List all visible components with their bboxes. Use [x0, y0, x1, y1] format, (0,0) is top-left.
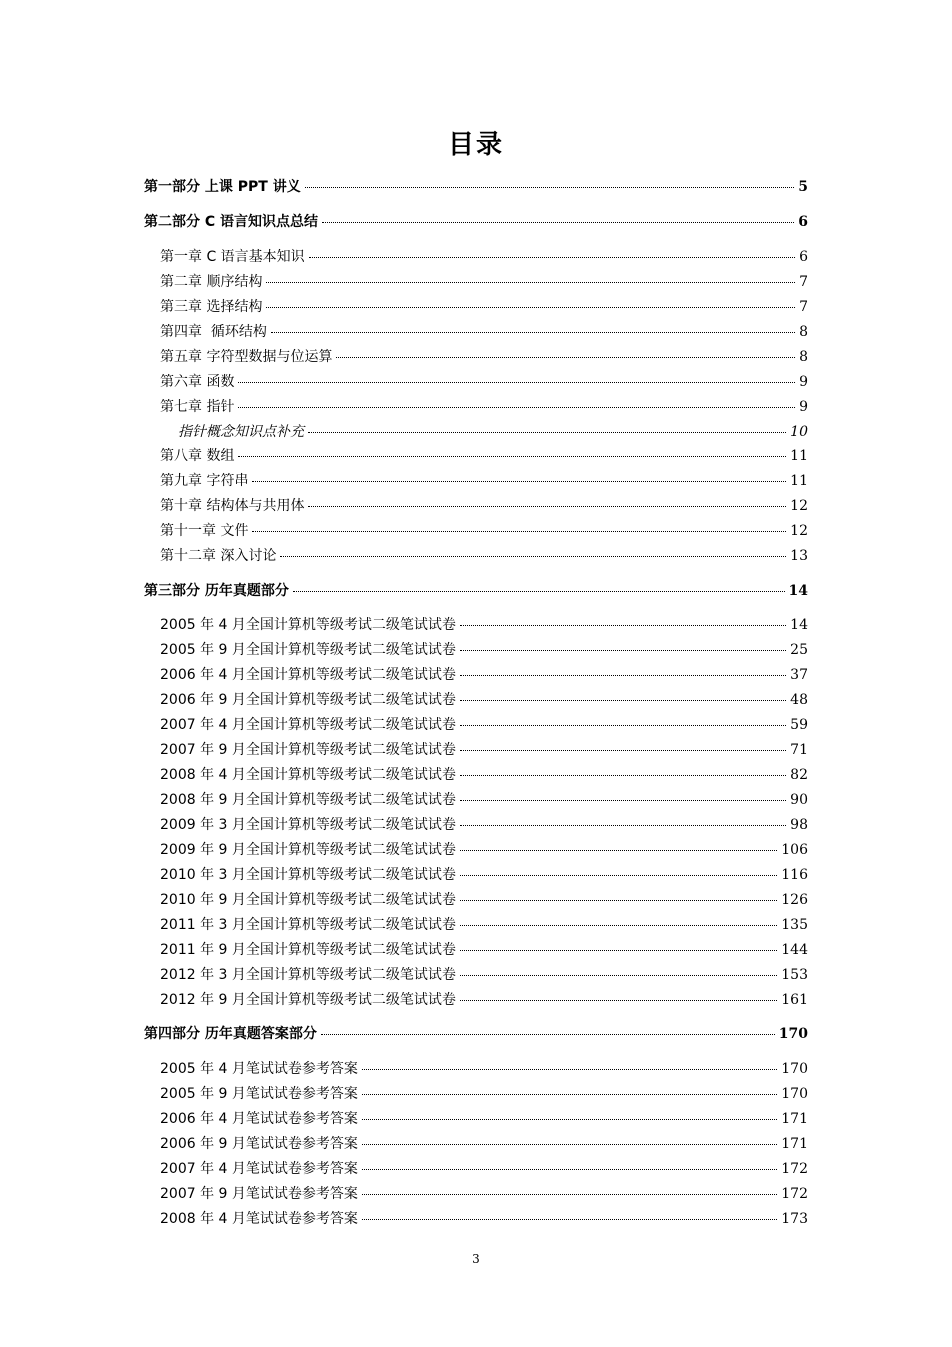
- toc-label: 2008 年 4 月全国计算机等级考试二级笔试试卷: [160, 767, 456, 783]
- dot-leader: [362, 1143, 777, 1145]
- toc-section-pointer-supplement[interactable]: [178, 422, 808, 442]
- dot-leader: [460, 774, 786, 776]
- dot-leader: [362, 1193, 777, 1195]
- toc-page-number: 10: [790, 424, 808, 440]
- toc-page-number: 7: [799, 299, 808, 315]
- toc-page-number: 6: [798, 214, 808, 230]
- toc-page-number: 126: [781, 892, 808, 908]
- toc-exam-item[interactable]: [160, 765, 808, 785]
- toc-page-number: 144: [781, 942, 808, 958]
- toc-chapter-12[interactable]: [160, 546, 808, 566]
- dot-leader: [238, 406, 795, 408]
- toc-chapter-2[interactable]: [160, 272, 808, 292]
- toc-chapter-8[interactable]: [160, 446, 808, 466]
- toc-label: 指针概念知识点补充: [178, 424, 304, 440]
- toc-page-number: 170: [781, 1061, 808, 1077]
- toc-page-number: 37: [790, 667, 808, 683]
- dot-leader: [322, 221, 794, 223]
- dot-leader: [460, 899, 777, 901]
- toc-page-number: 171: [781, 1136, 808, 1152]
- dot-leader: [460, 924, 777, 926]
- toc-exam-item[interactable]: [160, 815, 808, 835]
- dot-leader: [362, 1118, 777, 1120]
- dot-leader: [460, 849, 777, 851]
- dot-leader: [460, 949, 777, 951]
- toc-label: 第二部分 C 语言知识点总结: [144, 214, 319, 230]
- toc-label: 2007 年 9 月笔试试卷参考答案: [160, 1186, 358, 1202]
- toc-part-1[interactable]: [144, 177, 808, 197]
- toc-page-number: 9: [799, 374, 808, 390]
- dot-leader: [308, 431, 786, 433]
- toc-page-number: 5: [798, 179, 808, 195]
- toc-answer-item[interactable]: [160, 1159, 808, 1179]
- toc-chapter-11[interactable]: [160, 521, 808, 541]
- toc-page-number: 8: [799, 349, 808, 365]
- toc-page-number: 25: [790, 642, 808, 658]
- toc-exam-item[interactable]: [160, 840, 808, 860]
- toc-page-number: 116: [781, 867, 808, 883]
- toc-label: 2010 年 9 月全国计算机等级考试二级笔试试卷: [160, 892, 456, 908]
- toc-page-number: 161: [781, 992, 808, 1008]
- dot-leader: [460, 624, 786, 626]
- toc-page-number: 48: [790, 692, 808, 708]
- toc-label: 2005 年 9 月笔试试卷参考答案: [160, 1086, 358, 1102]
- toc-page-number: 13: [790, 548, 808, 564]
- dot-leader: [280, 555, 786, 557]
- toc-page-number: 172: [781, 1161, 808, 1177]
- toc-label: 2006 年 9 月笔试试卷参考答案: [160, 1136, 358, 1152]
- toc-page-number: 11: [790, 448, 808, 464]
- dot-leader: [460, 974, 777, 976]
- toc-label: 第二章 顺序结构: [160, 274, 263, 290]
- dot-leader: [271, 331, 795, 333]
- toc-answer-item[interactable]: [160, 1109, 808, 1129]
- toc-title: 目录: [447, 130, 504, 160]
- dot-leader: [460, 874, 777, 876]
- toc-label: 2012 年 3 月全国计算机等级考试二级笔试试卷: [160, 967, 456, 983]
- dot-leader: [460, 674, 786, 676]
- toc-page-number: 9: [799, 399, 808, 415]
- toc-page-number: 90: [790, 792, 808, 808]
- dot-leader: [362, 1168, 777, 1170]
- toc-page-number: 153: [781, 967, 808, 983]
- toc-chapter-5[interactable]: [160, 347, 808, 367]
- toc-page-number: 82: [790, 767, 808, 783]
- dot-leader: [252, 480, 786, 482]
- toc-label: 2008 年 9 月全国计算机等级考试二级笔试试卷: [160, 792, 456, 808]
- toc-page-number: 98: [790, 817, 808, 833]
- dot-leader: [460, 724, 786, 726]
- toc-label: 2005 年 4 月全国计算机等级考试二级笔试试卷: [160, 617, 456, 633]
- toc-exam-item[interactable]: [160, 965, 808, 985]
- toc-label: 第八章 数组: [160, 448, 235, 464]
- toc-page-number: 12: [790, 523, 808, 539]
- toc-answer-item[interactable]: [160, 1134, 808, 1154]
- toc-label: 第三部分 历年真题部分: [144, 583, 289, 599]
- toc-exam-item[interactable]: [160, 990, 808, 1010]
- toc-page-number: 106: [781, 842, 808, 858]
- toc-label: 2008 年 4 月笔试试卷参考答案: [160, 1211, 358, 1227]
- dot-leader: [362, 1093, 777, 1095]
- toc-page-number: 170: [781, 1086, 808, 1102]
- toc-chapter-4[interactable]: [160, 322, 808, 342]
- toc-label: 2007 年 9 月全国计算机等级考试二级笔试试卷: [160, 742, 456, 758]
- toc-label: 2009 年 3 月全国计算机等级考试二级笔试试卷: [160, 817, 456, 833]
- toc-exam-item[interactable]: [160, 715, 808, 735]
- toc-label: 第一章 C 语言基本知识: [160, 249, 305, 265]
- toc-label: 第九章 字符串: [160, 473, 249, 489]
- dot-leader: [321, 1033, 775, 1035]
- dot-leader: [362, 1218, 777, 1220]
- toc-page-number: 71: [790, 742, 808, 758]
- toc-label: 第十一章 文件: [160, 523, 249, 539]
- dot-leader: [305, 186, 795, 188]
- toc-exam-item[interactable]: [160, 740, 808, 760]
- toc-chapter-9[interactable]: [160, 471, 808, 491]
- dot-leader: [460, 699, 786, 701]
- toc-exam-item[interactable]: [160, 865, 808, 885]
- toc-label: 第十章 结构体与共用体: [160, 498, 305, 514]
- toc-chapter-1[interactable]: [160, 247, 808, 267]
- toc-page-number: 59: [790, 717, 808, 733]
- dot-leader: [362, 1068, 777, 1070]
- toc-label: 第四部分 历年真题答案部分: [144, 1026, 317, 1042]
- toc-page-number: 171: [781, 1111, 808, 1127]
- page-footer-number: 3: [472, 1252, 480, 1266]
- toc-label: 2009 年 9 月全国计算机等级考试二级笔试试卷: [160, 842, 456, 858]
- toc-exam-item[interactable]: [160, 915, 808, 935]
- dot-leader: [308, 505, 786, 507]
- toc-page-number: 135: [781, 917, 808, 933]
- toc-exam-item[interactable]: [160, 890, 808, 910]
- toc-chapter-3[interactable]: [160, 297, 808, 317]
- dot-leader: [336, 356, 795, 358]
- dot-leader: [238, 455, 786, 457]
- toc-answer-item[interactable]: [160, 1059, 808, 1079]
- toc-answer-item[interactable]: [160, 1084, 808, 1104]
- toc-label: 2011 年 9 月全国计算机等级考试二级笔试试卷: [160, 942, 456, 958]
- toc-label: 2006 年 4 月全国计算机等级考试二级笔试试卷: [160, 667, 456, 683]
- toc-exam-item[interactable]: [160, 790, 808, 810]
- dot-leader: [460, 824, 786, 826]
- toc-label: 第三章 选择结构: [160, 299, 263, 315]
- toc-label: 第六章 函数: [160, 374, 235, 390]
- toc-page-number: 7: [799, 274, 808, 290]
- toc-label: 2011 年 3 月全国计算机等级考试二级笔试试卷: [160, 917, 456, 933]
- toc-label: 2007 年 4 月笔试试卷参考答案: [160, 1161, 358, 1177]
- toc-chapter-7[interactable]: [160, 397, 808, 417]
- toc-exam-item[interactable]: [160, 640, 808, 660]
- toc-exam-item[interactable]: [160, 940, 808, 960]
- toc-page-number: 11: [790, 473, 808, 489]
- toc-chapter-6[interactable]: [160, 372, 808, 392]
- toc-page-number: 6: [799, 249, 808, 265]
- toc-part-2[interactable]: [144, 212, 808, 232]
- toc-label: 2005 年 9 月全国计算机等级考试二级笔试试卷: [160, 642, 456, 658]
- toc-page-number: 170: [778, 1026, 808, 1042]
- dot-leader: [460, 649, 786, 651]
- toc-label: 第十二章 深入讨论: [160, 548, 277, 564]
- dot-leader: [293, 590, 785, 592]
- toc-chapter-10[interactable]: [160, 496, 808, 516]
- dot-leader: [252, 530, 786, 532]
- toc-part-3[interactable]: [144, 581, 808, 601]
- toc-page-number: 14: [790, 617, 808, 633]
- toc-exam-item[interactable]: [160, 665, 808, 685]
- toc-label: 2006 年 9 月全国计算机等级考试二级笔试试卷: [160, 692, 456, 708]
- toc-page-number: 12: [790, 498, 808, 514]
- toc-exam-item[interactable]: [160, 690, 808, 710]
- toc-page-number: 14: [788, 583, 808, 599]
- toc-label: 第四章 循环结构: [160, 324, 267, 340]
- dot-leader: [309, 256, 795, 258]
- dot-leader: [266, 306, 795, 308]
- toc-label: 2010 年 3 月全国计算机等级考试二级笔试试卷: [160, 867, 456, 883]
- dot-leader: [238, 381, 795, 383]
- toc-page-number: 172: [781, 1186, 808, 1202]
- toc-part-4[interactable]: [144, 1024, 808, 1044]
- toc-page-number: 173: [781, 1211, 808, 1227]
- toc-label: 2005 年 4 月笔试试卷参考答案: [160, 1061, 358, 1077]
- toc-label: 2012 年 9 月全国计算机等级考试二级笔试试卷: [160, 992, 456, 1008]
- toc-label: 第一部分 上课 PPT 讲义: [144, 179, 301, 195]
- toc-page-number: 8: [799, 324, 808, 340]
- dot-leader: [460, 999, 777, 1001]
- toc-label: 2006 年 4 月笔试试卷参考答案: [160, 1111, 358, 1127]
- toc-answer-item[interactable]: [160, 1209, 808, 1229]
- dot-leader: [266, 281, 795, 283]
- toc-label: 第五章 字符型数据与位运算: [160, 349, 333, 365]
- dot-leader: [460, 749, 786, 751]
- toc-exam-item[interactable]: [160, 615, 808, 635]
- toc-answer-item[interactable]: [160, 1184, 808, 1204]
- dot-leader: [460, 799, 786, 801]
- toc-label: 2007 年 4 月全国计算机等级考试二级笔试试卷: [160, 717, 456, 733]
- toc-label: 第七章 指针: [160, 399, 235, 415]
